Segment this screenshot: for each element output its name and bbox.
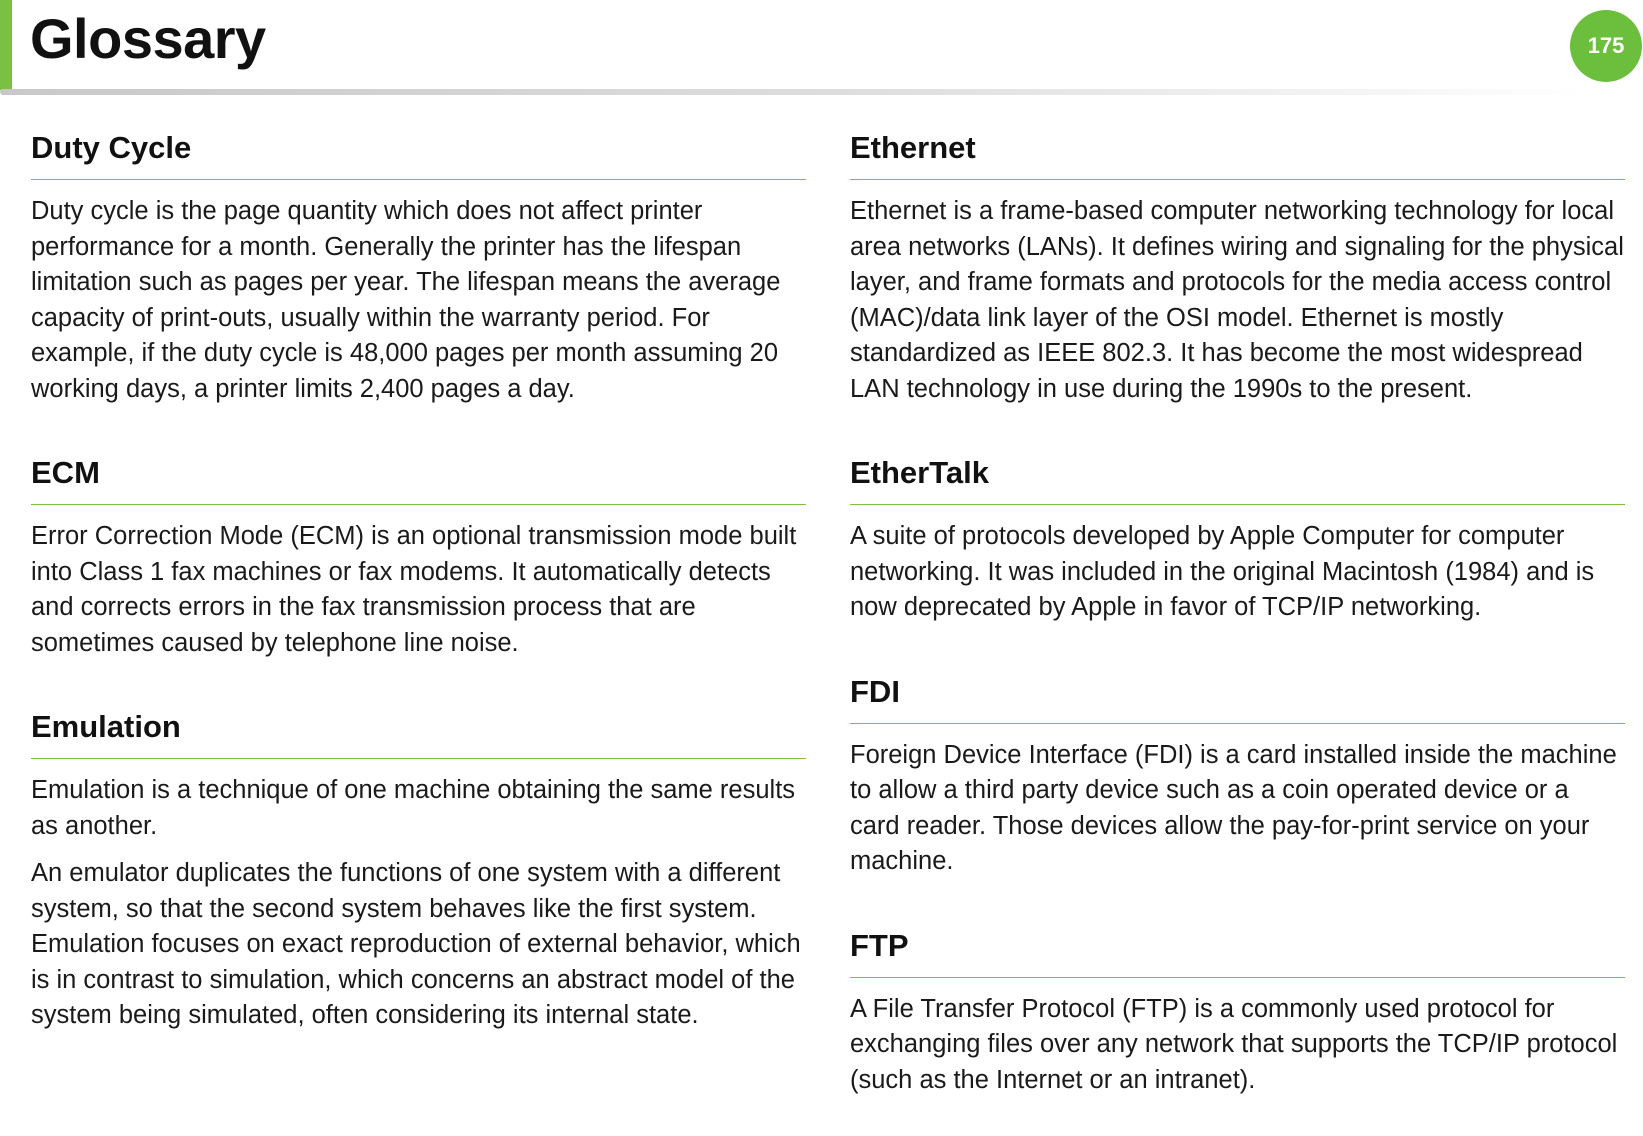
entry-definition: Foreign Device Interface (FDI) is a card installed inside the machine to allow a third party device such as a coin operated device or a card reader. Those devices allow the pay-for-print service on your machine. [850,740,1617,875]
glossary-entry-ftp [850,918,1625,1099]
glossary-entry-emulation [31,699,806,1034]
entry-term: Duty Cycle [31,120,806,180]
entry-definition: A File Transfer Protocol (FTP) is a commonly used protocol for exchanging files over any network that supports the TCP/IP protocol (such as the Internet or an intranet). [850,994,1618,1094]
entry-term: FTP [850,918,1625,978]
entry-term: EtherTalk [850,445,1625,505]
glossary-entry-duty-cycle [31,120,806,407]
header-accent-bar [0,0,12,90]
left-column [31,120,806,1072]
page-title: Glossary [30,7,266,70]
entry-definition: Error Correction Mode (ECM) is an optional transmission mode built into Class 1 fax machines or fax modems. It automatically detects and corrects errors in the fax transmission process that are sometimes caused by telephone line noise. [31,522,797,657]
page-number-badge: 175 [1570,10,1642,82]
glossary-entry-fdi [850,664,1625,880]
glossary-entry-ethernet [850,120,1625,407]
entry-definition: An emulator duplicates the functions of one system with a different system, so that the second system behaves like the first system. Emulation focuses on exact reproduction of external behavior, which is in contrast to simulation, which concerns an abstract model of the system being simulated, often considering its internal state. [31,859,801,1029]
entry-term: Emulation [31,699,806,759]
entry-term: FDI [850,664,1625,724]
entry-definition: Ethernet is a frame-based computer networking technology for local area networks (LANs). It defines wiring and signaling for the physical layer, and frame formats and protocols for the media access control (MAC)/data link layer of the OSI model. Ethernet is mostly standardized as IEEE 802.3. It has become the most widespread LAN technology in use during the 1990s to the present. [850,197,1624,403]
entry-definition: A suite of protocols developed by Apple Computer for computer networking. It was included in the original Macintosh (1984) and is now deprecated by Apple in favor of TCP/IP networking. [850,522,1595,621]
glossary-entry-ethertalk [850,445,1625,626]
entry-term: Ethernet [850,120,1625,180]
header-divider [0,89,1590,95]
entry-definition: Duty cycle is the page quantity which does not affect printer performance for a month. Generally the printer has the lifespan limitation such as pages per year. The lifespan means the average capacity of print-outs, usually within the warranty period. For example, if the duty cycle is 48,000 pages per month assuming 20 working days, a printer limits 2,400 pages a day. [31,197,781,403]
right-column [850,120,1625,1136]
page-header [0,0,1643,100]
entry-term: ECM [31,445,806,505]
glossary-entry-ecm [31,445,806,661]
entry-definition: Emulation is a technique of one machine obtaining the same results as another. [31,776,796,840]
